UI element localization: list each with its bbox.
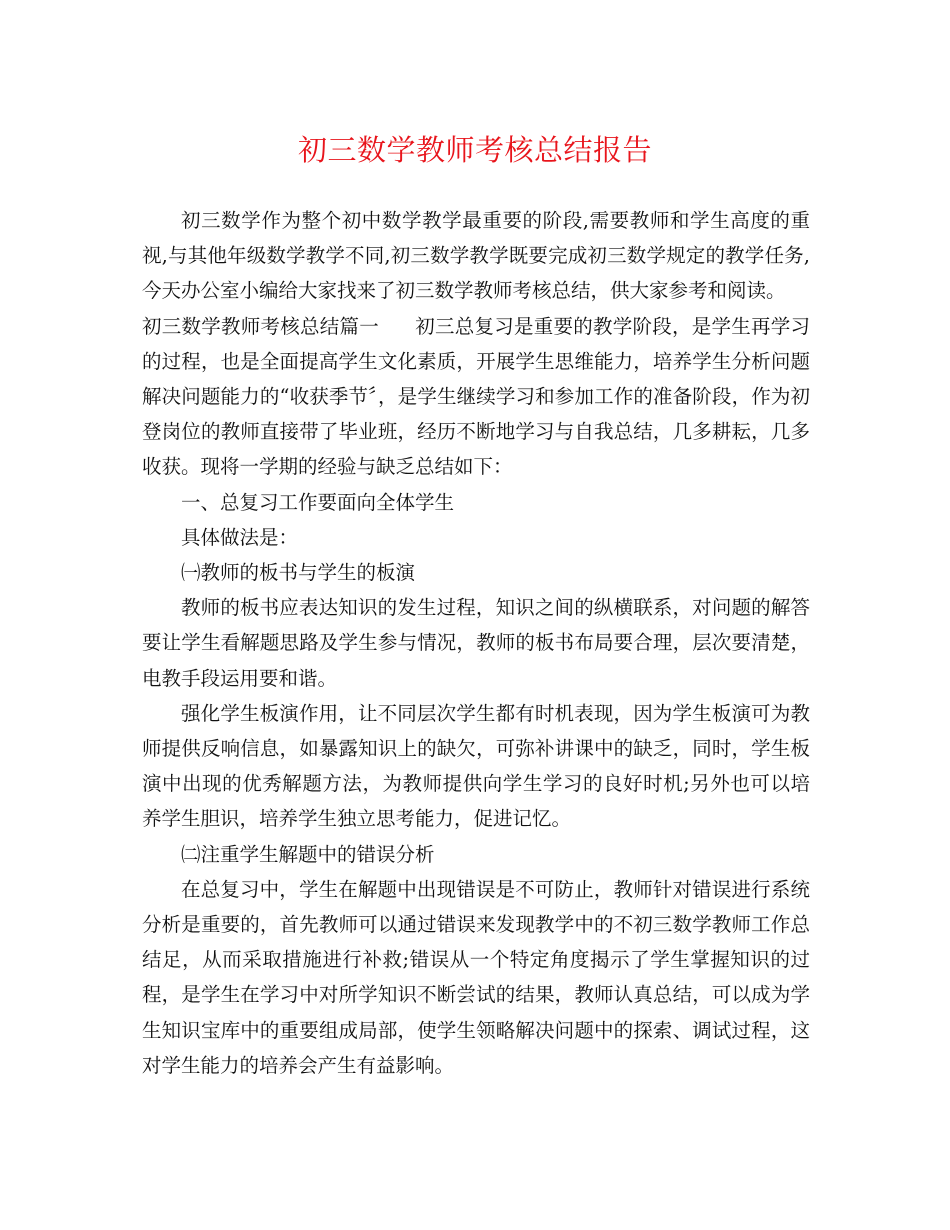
section-paragraph — [142, 309, 810, 485]
section-text: 初三总复习是重要的教学阶段，是学生再学习的过程，也是全面提高学生文化素质，开展学生思维能力，培养学生分析问题解决问题能力的“收获季节〞，是学生继续学习和参加工作的准备阶段，作为初登岗位的教师直接带了毕业班，经历不断地学习与自我总结，几多耕耘，几多收获。现将一学期的经验与缺乏总结如下： — [142, 314, 810, 479]
paragraph-error-analysis: 在总复习中，学生在解题中出现错误是不可防止，教师针对错误进行系统分析是重要的，首先教师可以通过错误来发现教学中的不初三数学教师工作总结足，从而采取措施进行补救;错误从一个特定角度揭示了学生掌握知识的过程，是学生在学习中对所学知识不断尝试的结果，教师认真总结，可以成为学生知识宝库中的重要组成局部，使学生领略解决问题中的探索、调试过程，这对学生能力的培养会产生有益影响。 — [142, 877, 810, 1077]
intro-paragraph: 初三数学作为整个初中数学教学最重要的阶段,需要教师和学生高度的重视,与其他年级数学教学不同,初三数学教学既要完成初三数学规定的教学任务,今天办公室小编给大家找来了初三数学教师考核总结，供大家参考和阅读。 — [142, 209, 810, 303]
subheading-two: ㈡注重学生解题中的错误分析 — [181, 842, 435, 866]
heading-one: 一、总复习工作要面向全体学生 — [181, 490, 455, 514]
paragraph-board-writing: 教师的板书应表达知识的发生过程，知识之间的纵横联系，对问题的解答要让学生看解题思路及学生参与情况，教师的板书布局要合理，层次要清楚，电教手段运用要和谐。 — [142, 596, 810, 690]
paragraph-board-practice: 强化学生板演作用，让不同层次学生都有时机表现，因为学生板演可为教师提供反响信息，如暴露知识上的缺欠，可弥补讲课中的缺乏，同时，学生板演中出现的优秀解题方法，为教师提供向学生学习的良好时机;另外也可以培养学生胆识，培养学生独立思考能力，促进记忆。 — [142, 701, 810, 831]
method-line: 具体做法是： — [181, 525, 299, 549]
subheading-one: ㈠教师的板书与学生的板演 — [181, 561, 416, 585]
document-body — [142, 203, 810, 1083]
document-title: 初三数学教师考核总结报告 — [297, 133, 652, 167]
section-label: 初三数学教师考核总结篇一 — [142, 314, 379, 338]
